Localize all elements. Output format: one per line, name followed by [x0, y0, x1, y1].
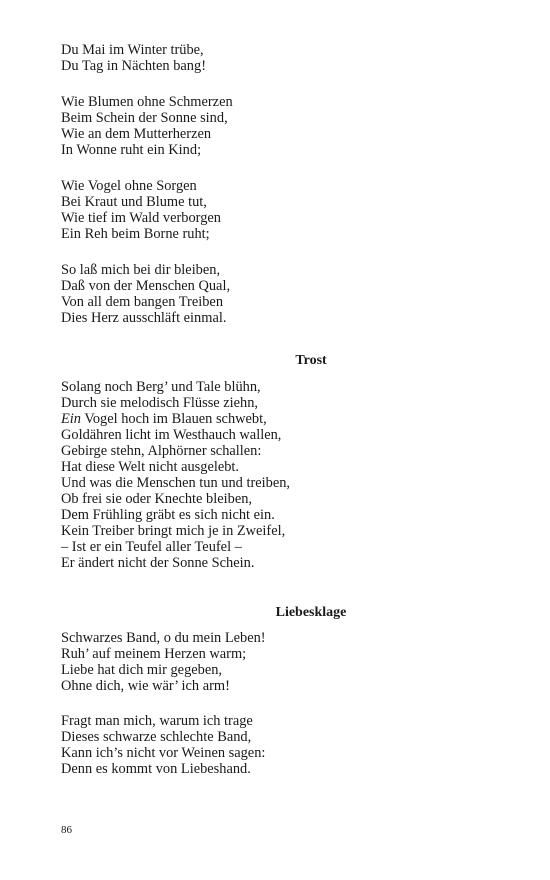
poem1-stanza-1: [61, 42, 206, 74]
verse-line: Beim Schein der Sonne sind,: [61, 110, 228, 126]
verse-line: Kann ich’s nicht vor Weinen sagen:: [61, 745, 266, 761]
poem-title-trost: Trost: [295, 353, 327, 368]
verse-line: Du Tag in Nächten bang!: [61, 58, 206, 74]
verse-line: Ruh’ auf meinem Herzen warm;: [61, 646, 247, 662]
verse-line: Liebe hat dich mir gegeben,: [61, 662, 223, 678]
verse-line: Dem Frühling gräbt es sich nicht ein.: [61, 507, 275, 523]
verse-line: Durch sie melodisch Flüsse ziehn,: [61, 395, 259, 411]
poem3-stanza-1: [61, 630, 266, 694]
verse-line: Ob frei sie oder Knechte bleiben,: [61, 491, 252, 507]
poem1-stanza-4: [61, 262, 230, 326]
verse-line: Wie an dem Mutterherzen: [61, 126, 212, 142]
verse-line: Solang noch Berg’ und Tale blühn,: [61, 379, 261, 395]
poem3-stanza-2: [61, 713, 265, 777]
emphasized-word: Ein: [61, 411, 81, 427]
verse-line: Kein Treiber bringt mich je in Zweifel,: [61, 523, 286, 539]
verse-line: Von all dem bangen Treiben: [61, 294, 224, 310]
verse-line: Denn es kommt von Liebeshand.: [61, 761, 251, 777]
verse-line: So laß mich bei dir bleiben,: [61, 262, 221, 278]
verse-line: Ohne dich, wie wär’ ich arm!: [61, 678, 230, 694]
verse-line: Dies Herz ausschläft einmal.: [61, 310, 227, 326]
poem-title-liebesklage: Liebesklage: [275, 605, 347, 620]
verse-line: Dieses schwarze schlechte Band,: [61, 729, 252, 745]
verse-line: Ein Reh beim Borne ruht;: [61, 226, 210, 242]
poem1-stanza-2: [61, 94, 233, 158]
verse-line: Schwarzes Band, o du mein Leben!: [61, 630, 266, 646]
verse-line: Hat diese Welt nicht ausgelebt.: [61, 459, 240, 475]
page-number: 86: [61, 824, 72, 836]
verse-line: Du Mai im Winter trübe,: [61, 42, 204, 58]
verse-line: Goldähren licht im Westhauch wallen,: [61, 427, 282, 443]
verse-line: Wie Vogel ohne Sorgen: [61, 178, 197, 194]
verse-line: Fragt man mich, warum ich trage: [61, 713, 253, 729]
verse-line: Gebirge stehn, Alphörner schallen:: [61, 443, 262, 459]
poem2-stanza: [61, 379, 290, 571]
verse-line: – Ist er ein Teufel aller Teufel –: [61, 539, 242, 555]
verse-line: In Wonne ruht ein Kind;: [61, 142, 202, 158]
poem1-stanza-3: [61, 178, 221, 242]
verse-line: Bei Kraut und Blume tut,: [61, 194, 207, 210]
verse-line: Und was die Menschen tun und treiben,: [61, 475, 290, 491]
book-page: [61, 0, 501, 880]
verse-line: Er ändert nicht der Sonne Schein.: [61, 555, 255, 571]
verse-line: Daß von der Menschen Qual,: [61, 278, 231, 294]
verse-line-rest: Vogel hoch im Blauen schwebt,: [80, 411, 267, 427]
verse-line: Wie Blumen ohne Schmerzen: [61, 94, 233, 110]
verse-line-emphasis: [61, 411, 290, 427]
verse-line: Wie tief im Wald verborgen: [61, 210, 221, 226]
